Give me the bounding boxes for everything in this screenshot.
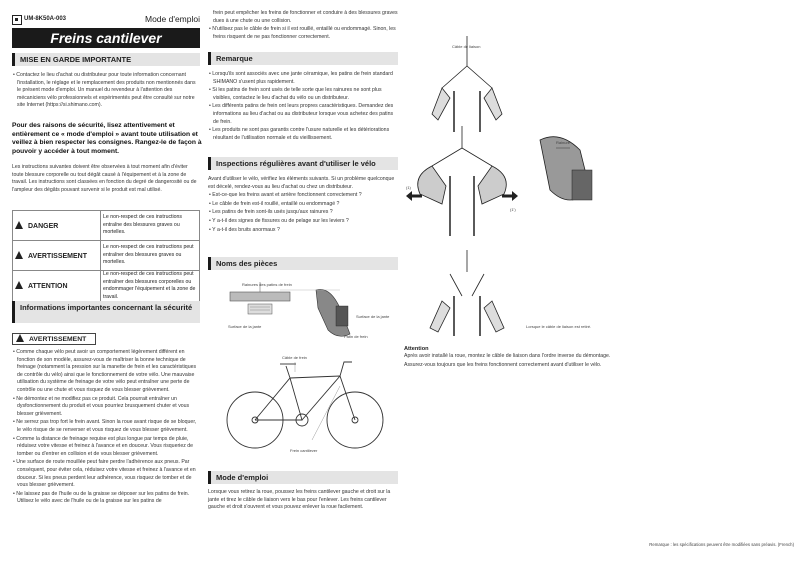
attention-text: Après avoir installé la roue, montez le câble de liaison dans l'ordre inverse du démontage. Assurez-vous toujours que les freins fonctionnent correctement avant d'utiliser le vélo. <box>404 353 611 368</box>
remarque-bullets: • Lorsqu'ils sont associés avec une jante céramique, les patins de frein standard SHIMANO s'usent plus rapidement. • Si les patins de frein sont usés de telle sorte que les rainures ne sont plus visibles, contactez le lieu d'achat du vélo ou un distributeur. • Les différents patins de frein ont leurs propres caractéristiques. Demandez des informations au lieu d'achat ou au distributeur lorsque vous achetez des patins de frein. • Les produits ne sont pas garantis contre l'usure naturelle et les détériorations résultant de l'utilisation normale et du vieillissement. <box>209 71 394 141</box>
col2-continued: frein peut empêcher les freins de fonctionner et conduire à des blessures graves dues à une chute ou une collision. • N'utilisez pas le câble de frein si il est rouillé, entaillé ou endommagé. Sinon, les freins risquent de ne pas fonctionner correctement. <box>209 10 398 40</box>
avertissement-box: AVERTISSEMENT <box>12 333 96 345</box>
warning-triangle-icon <box>15 281 23 289</box>
figure-cable-retire <box>430 250 504 336</box>
section-remarque: Remarque <box>208 52 398 65</box>
label-frein-cantilever: Frein cantilever <box>290 448 318 453</box>
label-surface-jante-1: Surface de la jante <box>228 324 262 329</box>
label-rainure: Rainure <box>556 140 571 145</box>
mise-en-garde-bullet: • Contactez le lieu d'achat ou distributeur pour toute information concernant l'installation, le réglage et le remplacement des produits non mentionnés dans le présent mode d'emploi. Un manuel du revendeur à l'attention des mécaniciens vélo professionnels et expérimentés peut être consulté sur notre site Internet (https://si.shimano.com). <box>13 72 196 109</box>
inspections-text: Avant d'utiliser le vélo, vérifiez les éléments suivants. Si un problème quelconque est décelé, rendez-vous au lieu d'achat ou chez un distributeur. • Est-ce-que les freins avant et arrière fonctionnent correctement ? • Le câble de frein est-il rouillé, entaillé ou endommagé ? • Les patins de frein sont-ils usés jusqu'aux rainures ? • Y a-t-il des signes de fissures ou de pelage sur les leviers ? • Y a-t-il des bruits anormaux ? <box>208 176 395 233</box>
figure-cable-liaison <box>432 36 502 132</box>
header <box>12 14 200 28</box>
document-type: Mode d'emploi <box>144 14 200 24</box>
section-noms-pieces: Noms des pièces <box>208 257 398 270</box>
page-title: Freins cantilever <box>12 28 200 48</box>
footer-note: Remarque : les spécifications peuvent être modifiées sans préavis. (French) <box>649 542 794 547</box>
label-patin: Patin de frein <box>344 334 368 339</box>
label-step-1-prime: (1') <box>510 207 516 212</box>
attention-title: Attention <box>404 346 429 352</box>
section-mise-en-garde: MISE EN GARDE IMPORTANTE <box>12 53 200 66</box>
label-cable-liaison: Câble de liaison <box>452 44 481 49</box>
safety-bold-notice: Pour des raisons de sécurité, lisez attentivement et entièrement ce « mode d'emploi » avant toute utilisation et veillez à bien respecter les consignes. Rangez-le de façon à pouvoir y accéder à tout moment. <box>12 122 202 155</box>
instructions-paragraph: Les instructions suivantes doivent être observées à tout moment afin d'éviter toute blessure corporelle ou tout dégât causé à l'équipement et à la zone de travail. Les instructions sont classées en fonction du degré de dangerosité ou de l'ampleur des dégâts pouvant survenir si le produit est mal utilisé. <box>12 164 197 193</box>
warning-row-avertissement: AVERTISSEMENT Le non-respect de ces instructions peut entraîner des blessures graves ou mortelles. <box>13 241 200 271</box>
warning-triangle-icon <box>15 221 23 229</box>
label-cable-retire: Lorsque le câble de liaison est retiré. <box>526 324 592 329</box>
parts-diagram <box>220 278 390 458</box>
safety-bullets: • Comme chaque vélo peut avoir un comportement légèrement différent en fonction de son modèle, assurez-vous de maîtriser la bonne technique de freinage (notamment la pression sur la manette de frein et les caractéristiques de contrôle du vélo) ainsi que le fonctionnement de votre vélo. Une mauvaise utilisation du système de freinage de votre vélo peut entraîner une perte de contrôle ou une chute et vous risquez de vous blesser grièvement. • Ne démontez et ne modifiez pas ce produit. Cela pourrait entraîner un dysfonctionnement du produit et vous pourriez brusquement chuter et vous blesser grièvement. • Ne serrez pas trop fort le frein avant. Sinon la roue avant risque de se bloquer, le vélo risque de se renverser et vous risquez de vous blesser grièvement. • Comme la distance de freinage requise est plus longue par temps de pluie, réduisez votre vitesse et freinez à l'avance et en douceur. Vous risqueriez de tomber ou d'entrer en collision et de vous blesser grièvement. • Une surface de route mouillée peut faire perdre l'adhérence aux pneus. Par conséquent, pour éviter cela, réduisez votre vitesse et freinez à l'avance et en douceur. Si les pneus perdent leur adhérence, vous risquez de tomber et de vous blesser grièvement. • Ne laissez pas de l'huile ou de la graisse se déposer sur les patins de frein. Utilisez le vélo avec de l'huile ou de la graisse sur les patins de <box>13 349 197 505</box>
section-inspections: Inspections régulières avant d'utiliser le vélo <box>208 157 398 170</box>
arrow-left-head-icon <box>406 191 412 201</box>
section-informations-securite: Informations importantes concernant la sécurité <box>12 301 200 323</box>
warning-triangle-icon <box>16 334 24 342</box>
label-rainures: Rainures des patins de frein <box>242 282 292 287</box>
bicycle-illustration <box>227 362 383 448</box>
rainure-closeup <box>530 130 610 230</box>
warning-row-danger: DANGER Le non-respect de ces instructions entraîne des blessures graves ou mortelles. <box>13 211 200 241</box>
document-code: UM-8K50A-003 <box>24 16 67 22</box>
section-mode-emploi: Mode d'emploi <box>208 471 398 484</box>
label-cable-frein: Câble de frein <box>282 355 307 360</box>
warning-triangle-icon <box>15 251 23 259</box>
warning-row-attention: ATTENTION Le non-respect de ces instructions peut entraîner des blessures corporelles ou endommager l'équipement et la zone de travail. <box>13 271 200 302</box>
arrow-right-head-icon <box>512 191 518 201</box>
label-step-1: (1) <box>406 185 411 190</box>
qr-code-icon <box>12 15 22 25</box>
label-surface-jante-2: Surface de la jante <box>356 314 390 319</box>
warning-table <box>12 210 200 302</box>
mode-emploi-text: Lorsque vous retirez la roue, poussez les freins cantilever gauche et droit sur la jante et tirez le câble de liaison vers le bas pour l'enlever. Les freins cantilever gauche et droit s'ouvrent et vous pouvez enlever la roue facilement. <box>208 489 391 511</box>
figure-brake-closeup <box>418 126 507 236</box>
